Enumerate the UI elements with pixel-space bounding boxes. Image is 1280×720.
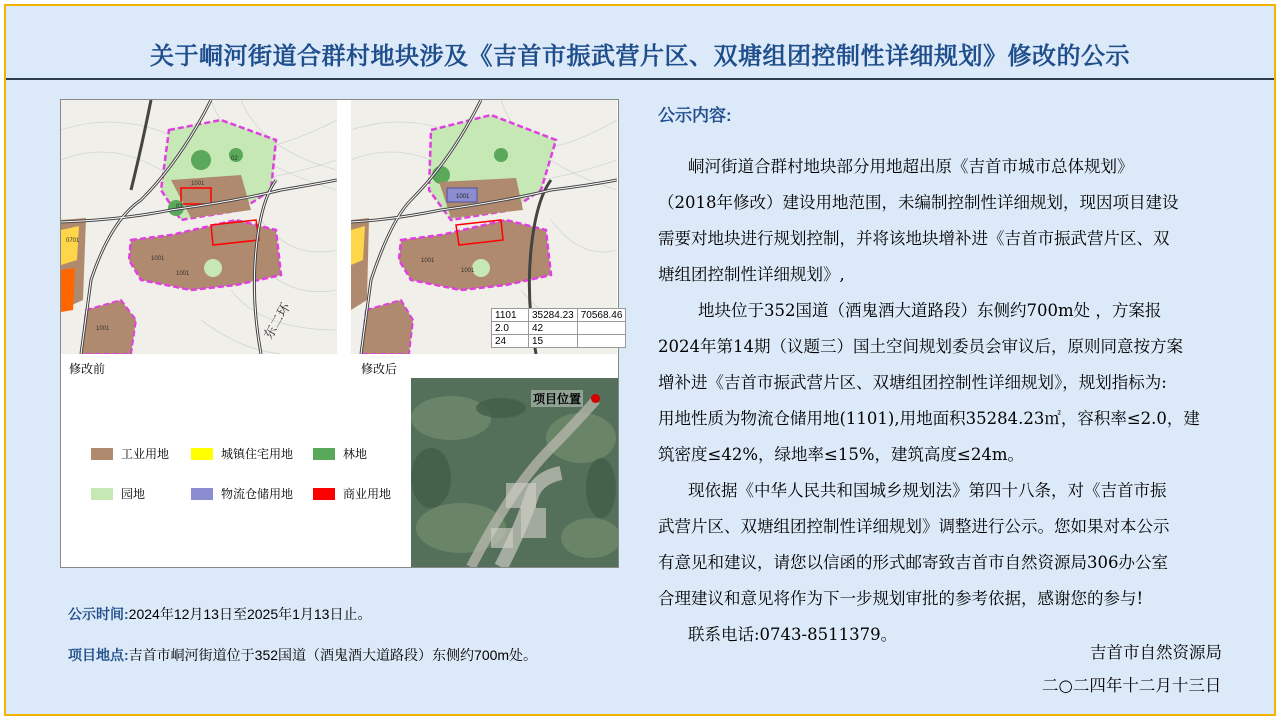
project-location-label: 项目位置 xyxy=(533,392,582,406)
project-place-label: 项目地点: xyxy=(68,647,129,663)
map-after-caption: 修改后 xyxy=(361,362,398,376)
notice-time-value: 2024年12月13日至2025年1月13日止。 xyxy=(128,606,372,622)
svg-text:1001: 1001 xyxy=(96,326,110,332)
content-line: 武营片区、双塘组团控制性详细规划》调整进行公示。您如果对本公示 xyxy=(658,517,1170,536)
legend-swatch xyxy=(191,448,213,460)
legend-item-garden: 园地 xyxy=(91,485,145,502)
title-divider xyxy=(6,78,1274,80)
legend-swatch xyxy=(91,488,113,500)
project-location-marker xyxy=(591,394,600,403)
content-line: 现依据《中华人民共和国城乡规划法》第四十八条，对《吉首市振 xyxy=(688,481,1167,500)
legend-swatch xyxy=(313,488,335,500)
content-line: （2018年修改）建设用地范围，未编制控制性详细规划，现因项目建设 xyxy=(658,193,1179,212)
map-before-caption: 修改前 xyxy=(69,362,106,376)
content-line: 2024年第14期（议题三）国土空间规划委员会审议后，原则同意按方案 xyxy=(658,337,1183,356)
page-title: 关于峒河街道合群村地块涉及《吉首市振武营片区、双塘组团控制性详细规划》修改的公示 xyxy=(150,41,1130,70)
content-line: 用地性质为物流仓储用地(1101),用地面积35284.23㎡，容积率≤2.0，建 xyxy=(658,409,1200,428)
svg-text:02: 02 xyxy=(231,156,238,162)
legend-item-forest: 林地 xyxy=(313,445,367,462)
svg-text:1001: 1001 xyxy=(421,258,435,264)
svg-text:1001: 1001 xyxy=(456,194,470,200)
contact-phone: 联系电话:0743-8511379。 xyxy=(688,625,898,644)
plan-index-table xyxy=(491,308,626,348)
legend-item-logistics: 物流仓储用地 xyxy=(191,485,293,502)
plan-map-figure xyxy=(60,99,623,568)
content-line: 塘组团控制性详细规划》, xyxy=(658,265,845,284)
legend-swatch xyxy=(91,448,113,460)
legend-item-commercial: 商业用地 xyxy=(313,485,391,502)
content-line: 地块位于352国道（酒鬼酒大道路段）东侧约700m处 ，方案报 xyxy=(698,301,1162,320)
project-place xyxy=(68,645,537,665)
content-line: 有意见和建议，请您以信函的形式邮寄致吉首市自然资源局306办公室 xyxy=(658,553,1168,572)
notice-time-label: 公示时间: xyxy=(68,606,129,622)
legend-swatch xyxy=(313,448,335,460)
svg-text:1001: 1001 xyxy=(151,256,165,262)
legend-item-industrial: 工业用地 xyxy=(91,445,169,462)
project-place-value: 吉首市峒河街道位于352国道（酒鬼酒大道路段）东侧约700m处。 xyxy=(128,647,538,663)
legend-swatch xyxy=(191,488,213,500)
svg-text:1001: 1001 xyxy=(191,181,205,187)
content-line: 合理建议和意见将作为下一步规划审批的参考依据，感谢您的参与! xyxy=(658,589,1144,608)
table-row: 2.0 42 xyxy=(492,322,626,335)
legend-item-residential: 城镇住宅用地 xyxy=(191,445,293,462)
content-line: 峒河街道合群村地块部分用地超出原《吉首市城市总体规划》 xyxy=(688,157,1134,176)
map-before xyxy=(61,100,337,354)
road-label: 东二环 xyxy=(260,300,294,342)
table-row: 1101 35284.23 70568.46 xyxy=(492,309,626,322)
svg-text:03: 03 xyxy=(176,204,183,210)
svg-text:1001: 1001 xyxy=(176,271,190,277)
content-line: 需要对地块进行规划控制，并将该地块增补进《吉首市振武营片区、双 xyxy=(658,229,1170,248)
svg-text:1001: 1001 xyxy=(461,268,475,274)
issue-date: 二○二四年十二月十三日 xyxy=(1042,676,1222,695)
content-line: 增补进《吉首市振武营片区、双塘组团控制性详细规划》，规划指标为: xyxy=(658,373,1167,392)
content-heading: 公示内容: xyxy=(658,106,732,125)
notice-panel xyxy=(4,4,1276,716)
table-row: 24 15 xyxy=(492,335,626,348)
content-line: 筑密度≤42%，绿地率≤15%，建筑高度≤24m。 xyxy=(658,445,1024,464)
satellite-image xyxy=(411,378,618,567)
issuer-name: 吉首市自然资源局 xyxy=(1090,643,1222,662)
notice-time xyxy=(68,604,371,624)
svg-text:0701: 0701 xyxy=(66,238,80,244)
